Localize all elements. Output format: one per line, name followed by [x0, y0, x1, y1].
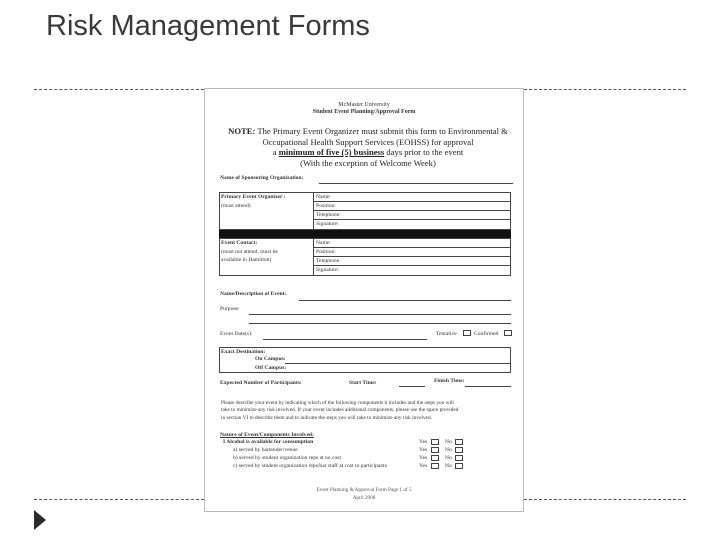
component-yes-label: Yes	[419, 455, 428, 461]
organizer-row-line	[313, 219, 511, 220]
event-dates-line	[263, 339, 427, 340]
component-yes-checkbox	[431, 455, 439, 461]
organizer-row-line	[313, 210, 511, 211]
component-no-checkbox	[455, 455, 463, 461]
contact-row-line	[313, 265, 511, 266]
component-no-label: No	[445, 439, 452, 445]
bottom-right-divider	[524, 499, 686, 500]
slide-bullet-arrow-icon	[34, 510, 46, 530]
primary-organizer-label: Primary Event Organizer :	[221, 194, 286, 200]
tentative-label: Tentative	[436, 331, 457, 337]
component-yes-checkbox	[431, 439, 439, 445]
sponsoring-org-line	[319, 183, 513, 184]
bottom-left-divider	[34, 499, 204, 500]
event-contact-divider	[313, 238, 314, 276]
form-university-header: McMaster University	[338, 102, 390, 108]
component-yes-label: Yes	[419, 447, 428, 453]
event-contact-label: Event Contact:	[221, 240, 258, 246]
component-no-label: No	[445, 447, 452, 453]
purpose-label: Purpose:	[220, 306, 240, 312]
contact-position-label: Position:	[316, 249, 336, 255]
event-approval-form-image	[204, 88, 524, 512]
available-hamilton-label: available in Hamilton)	[221, 257, 272, 263]
instructions-line-2: take to minimize any risk involved. If your event includes additional components, please use the space provided	[221, 407, 459, 414]
form-footer-date: April 2008	[352, 495, 376, 501]
start-time-label: Start Time:	[349, 380, 377, 386]
event-name-label: Name/Description of Event:	[220, 291, 287, 297]
form-footer-page: Event Planning & Approval Form Page 1 of 5	[316, 487, 412, 493]
primary-organizer-divider	[313, 192, 314, 230]
must-attend-label: (must attend)	[221, 203, 251, 209]
confirmed-checkbox	[504, 330, 512, 336]
start-time-line	[399, 386, 425, 387]
instructions-paragraph	[221, 400, 513, 422]
must-not-attend-label: (must not attend; must be	[221, 249, 278, 255]
on-campus-line	[285, 363, 511, 364]
note-label: NOTE:	[228, 126, 256, 136]
component-yes-checkbox	[431, 447, 439, 453]
instructions-line-1: Please describe your event by indicating which of the following components it includes and the steps you will	[221, 400, 454, 406]
instructions-line-3: in section VI to describe them and to indicate the steps you will take to minimize any risk involved.	[221, 414, 432, 421]
contact-signature-label: Signature:	[316, 267, 339, 273]
nature-heading: Nature of Event/Components Involved:	[220, 432, 314, 438]
contact-row-line	[313, 256, 511, 257]
top-right-divider	[524, 89, 686, 90]
component-no-label: No	[445, 463, 452, 469]
contact-name-label: Name:	[316, 240, 331, 246]
component-no-label: No	[445, 455, 452, 461]
form-note	[225, 126, 511, 169]
event-dates-label: Event Date(s):	[220, 331, 253, 337]
component-row-label: a) served by bartender/venue	[233, 447, 298, 453]
form-title: Student Event Planning/Approval Form	[312, 109, 416, 115]
note-deadline: minimum of five (5) business	[278, 147, 385, 158]
organizer-name-label: Name:	[316, 194, 331, 200]
expected-participants-label: Expected Number of Participants:	[220, 380, 302, 386]
section-separator-bar	[219, 230, 511, 238]
note-line-2: Occupational Health Support Services (EOHSS) for approval	[262, 136, 474, 147]
purpose-line	[249, 314, 511, 315]
note-line-3b: days prior to the event	[386, 147, 464, 158]
organizer-signature-label: Signature:	[316, 221, 339, 227]
organizer-telephone-label: Telephone:	[316, 212, 341, 218]
organizer-position-label: Position:	[316, 203, 336, 209]
finish-time-line	[465, 386, 511, 387]
component-row-label: b) served by student organization reps at no cost	[233, 455, 342, 461]
on-campus-label: On Campus:	[255, 356, 286, 362]
note-line-3a: a	[272, 147, 277, 158]
component-yes-label: Yes	[419, 439, 428, 445]
component-yes-checkbox	[431, 463, 439, 469]
component-no-checkbox	[455, 447, 463, 453]
component-no-checkbox	[455, 439, 463, 445]
note-line-4: (With the exception of Welcome Week)	[300, 157, 436, 168]
component-no-checkbox	[455, 463, 463, 469]
contact-telephone-label: Telephone:	[316, 258, 341, 264]
confirmed-label: Confirmed	[474, 331, 499, 337]
note-line-1: The Primary Event Organizer must submit this form to Environmental &	[257, 126, 508, 136]
exact-destination-label: Exact Destination:	[221, 349, 266, 355]
finish-time-label: Finish Time:	[434, 378, 465, 384]
tentative-checkbox	[463, 330, 471, 336]
top-left-divider	[34, 89, 204, 90]
component-row-label: c) served by student organization reps/bar staff at cost to participants	[233, 463, 387, 469]
component-yes-label: Yes	[419, 463, 428, 469]
off-campus-label: Off Campus:	[255, 365, 287, 371]
contact-row-line	[313, 247, 511, 248]
event-name-line	[299, 300, 511, 301]
purpose-line-2	[249, 323, 511, 324]
component-row-label: I Alcohol is available for consumption	[223, 439, 314, 445]
slide-title: Risk Management Forms	[46, 10, 370, 42]
organizer-row-line	[313, 201, 511, 202]
sponsoring-org-label: Name of Sponsoring Organization:	[220, 175, 304, 181]
